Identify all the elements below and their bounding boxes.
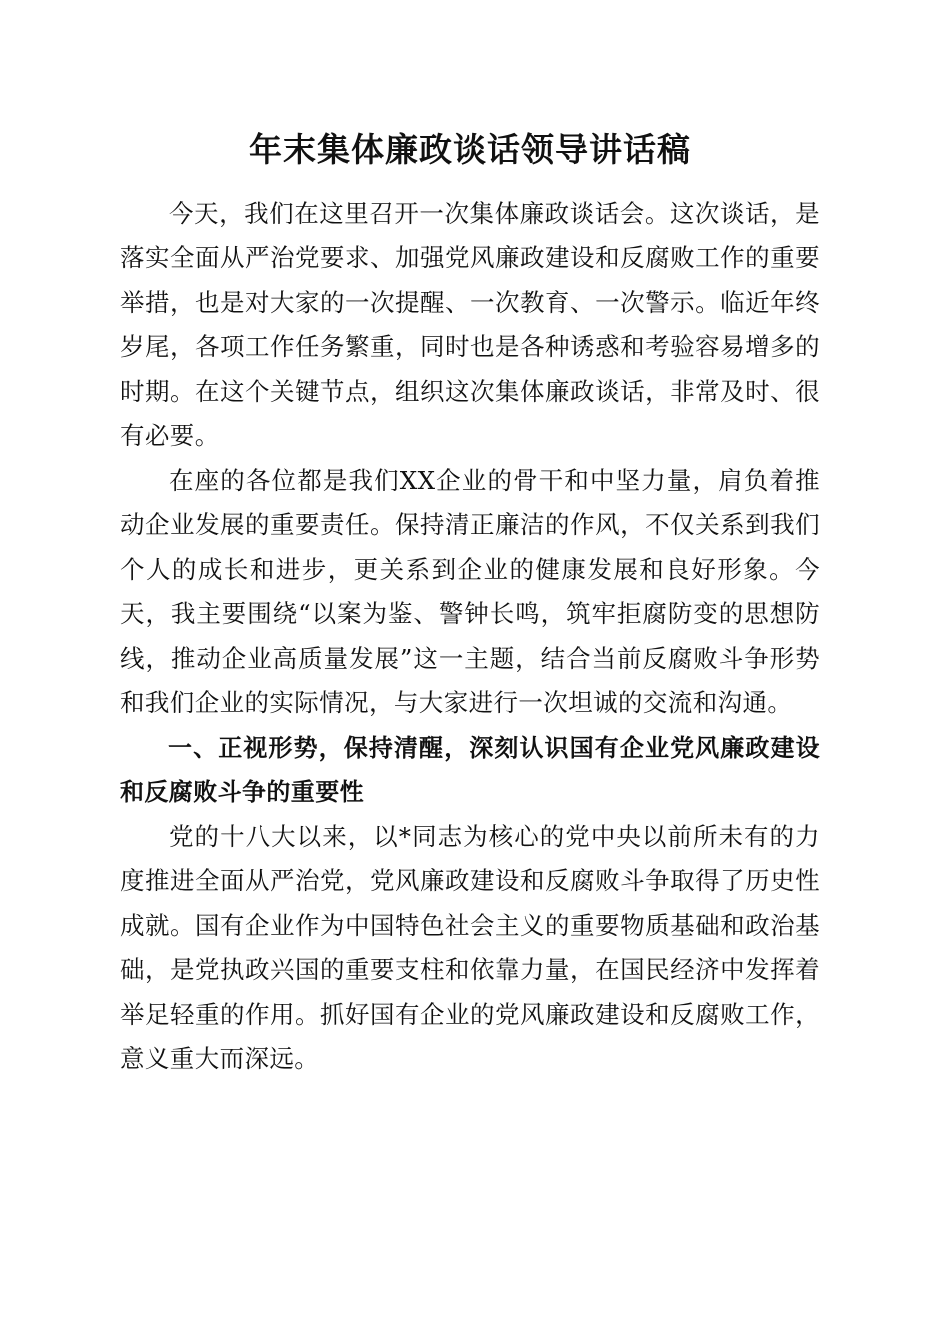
paragraph-opening: 今天，我们在这里召开一次集体廉政谈话会。这次谈话，是落实全面从严治党要求、加强党风廉政建设和反腐败工作的重要举措，也是对大家的一次提醒、一次教育、一次警示。临近年终岁尾，各项工作任务繁重，同时也是各种诱惑和考验容易增多的时期。在这个关键节点，组织这次集体廉政谈话，非常及时、很有必要。 — [120, 198, 820, 451]
document-title: 年末集体廉政谈话领导讲话稿 — [249, 130, 691, 169]
section-1-paragraph: 党的十八大以来，以*同志为核心的党中央以前所未有的力度推进全面从严治党，党风廉政建设和反腐败斗争取得了历史性成就。国有企业作为中国特色社会主义的重要物质基础和政治基础，是党执政兴国的重要支柱和依靠力量，在国民经济中发挥着举足轻重的作用。抓好国有企业的党风廉政建设和反腐败工作，意义重大而深远。 — [120, 821, 820, 1074]
paragraph-context: 在座的各位都是我们XX企业的骨干和中坚力量，肩负着推动企业发展的重要责任。保持清正廉洁的作风，不仅关系到我们个人的成长和进步，更关系到企业的健康发展和良好形象。今天，我主要围绕“以案为鉴、警钟长鸣，筑牢拒腐防变的思想防线，推动企业高质量发展”这一主题，结合当前反腐败斗争形势和我们企业的实际情况，与大家进行一次坦诚的交流和沟通。 — [120, 465, 820, 718]
document-page — [120, 130, 820, 1082]
section-heading-1: 一、正视形势，保持清醒，深刻认识国有企业党风廉政建设和反腐败斗争的重要性 — [120, 733, 820, 807]
